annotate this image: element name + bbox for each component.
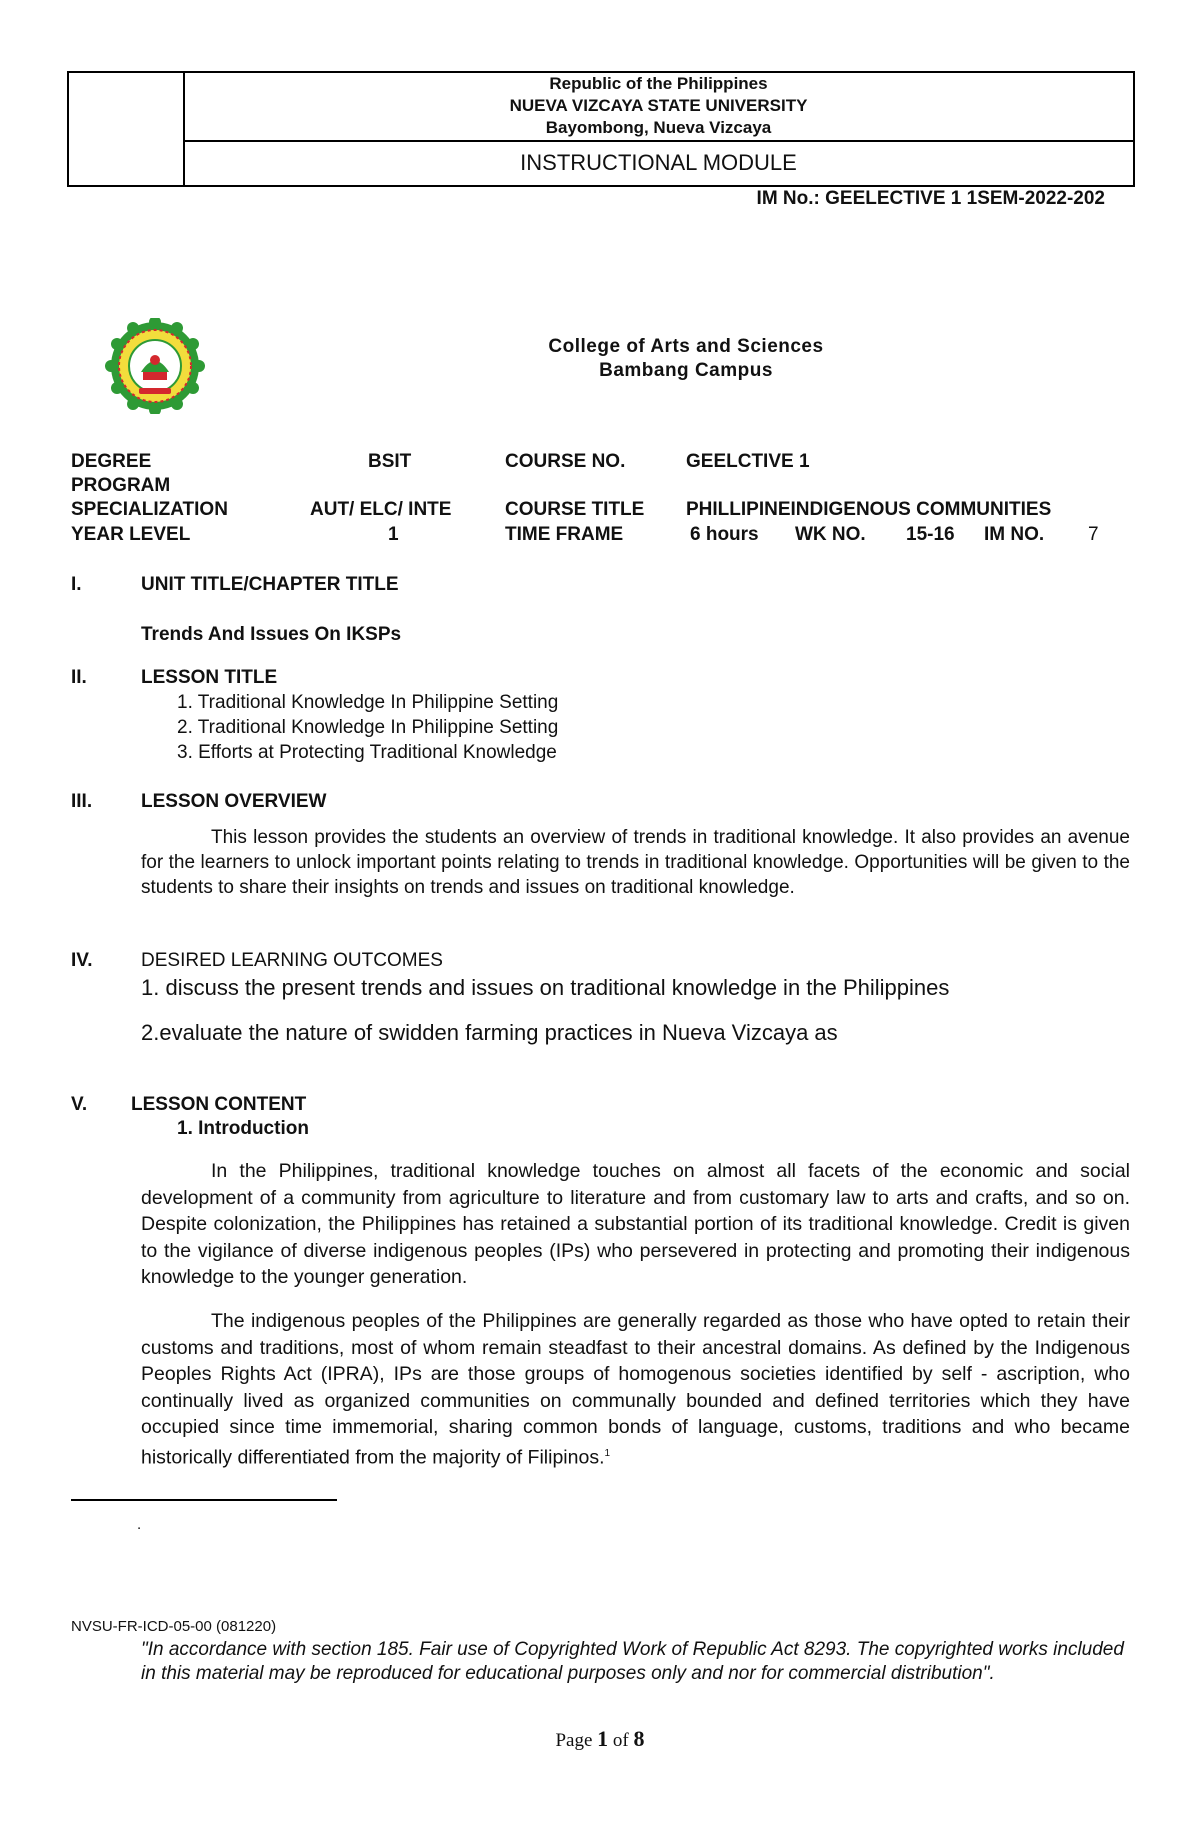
- section-2-title: LESSON TITLE: [141, 667, 278, 688]
- header-university: NUEVA VIZCAYA STATE UNIVERSITY: [509, 96, 808, 115]
- module-title: INSTRUCTIONAL MODULE: [520, 150, 797, 175]
- degree-value: BSIT: [368, 451, 412, 472]
- specialization-value: AUT/ ELC/ INTE: [310, 499, 452, 520]
- section-5-title: LESSON CONTENT: [131, 1094, 307, 1115]
- year-level-value: 1: [388, 524, 399, 545]
- learning-outcome-2: 2.evaluate the nature of swidden farming practices in Nueva Vizcaya as: [141, 1020, 838, 1045]
- section-1-number: I.: [71, 574, 82, 595]
- introduction-heading: 1. Introduction: [177, 1118, 309, 1139]
- header-divider: [183, 140, 1133, 142]
- introduction-paragraph-1: [141, 1158, 1130, 1291]
- footnote-separator: [71, 1499, 337, 1501]
- course-title-label: COURSE TITLE: [505, 499, 645, 520]
- program-label: PROGRAM: [71, 475, 171, 496]
- year-level-label: YEAR LEVEL: [71, 524, 191, 545]
- intro-paragraph-1-text: In the Philippines, traditional knowledge touches on almost all facets of the economic and social development of a community from agriculture to literature and from customary law to arts and crafts, and so on. Despite colonization, the Philippines has retained a substantial portion of its traditional knowledge. Credit is given to the vigilance of diverse indigenous peoples (IPs) who persevered in protecting and promoting their indigenous knowledge to the younger generation.: [141, 1160, 1130, 1288]
- footnote-marker[interactable]: 1: [604, 1447, 611, 1459]
- introduction-paragraph-2: [141, 1308, 1130, 1471]
- specialization-label: SPECIALIZATION: [71, 499, 228, 520]
- section-4-number: IV.: [71, 950, 93, 971]
- degree-label: DEGREE: [71, 451, 152, 472]
- time-frame-value: 6 hours: [690, 524, 759, 545]
- im-no-label: IM NO.: [984, 524, 1045, 545]
- lesson-title-item: 1. Traditional Knowledge In Philippine Setting: [177, 692, 559, 713]
- intro-paragraph-2-text: The indigenous peoples of the Philippines are generally regarded as those who have opted to retain their customs and traditions, most of whom remain steadfast to their ancestral domains. As defined by the Indigenous Peoples Rights Act (IPRA), IPs are those groups of homogenous societies identified by self - ascription, who continually lived as organized communities on communally bounded and defined territories which they have occupied since time immemorial, sharing common bonds of language, customs, traditions and who became historically differentiated from the majority of Filipinos.: [141, 1310, 1130, 1468]
- lesson-title-item: 2. Traditional Knowledge In Philippine Setting: [177, 717, 559, 738]
- lesson-overview-paragraph: This lesson provides the students an overview of trends in traditional knowledge. It also provides an avenue for the learners to unlock important points relating to trends in traditional knowledge. Opportunities will be given to the students to share their insights on trends and issues on traditional knowledge.: [141, 827, 1130, 898]
- header-republic: Republic of the Philippines: [549, 74, 768, 93]
- header-blank-cell: [69, 73, 185, 185]
- campus-name: Bambang Campus: [599, 360, 773, 381]
- wk-no-value: 15-16: [906, 524, 955, 545]
- header-location: Bayombong, Nueva Vizcaya: [545, 118, 772, 137]
- page-current: 1: [597, 1726, 609, 1751]
- im-no-value: 7: [1088, 524, 1099, 545]
- im-number: IM No.: GEELECTIVE 1 1SEM-2022-202: [756, 188, 1105, 209]
- form-code: NVSU-FR-ICD-05-00 (081220): [71, 1618, 277, 1635]
- time-frame-label: TIME FRAME: [505, 524, 624, 545]
- course-title-value: PHILLIPINEINDIGENOUS COMMUNITIES: [686, 499, 1052, 520]
- wk-no-label: WK NO.: [795, 524, 866, 545]
- course-no-label: COURSE NO.: [505, 451, 626, 472]
- section-2-number: II.: [71, 667, 87, 688]
- section-3-number: III.: [71, 791, 93, 812]
- page-prefix: Page: [555, 1730, 593, 1751]
- learning-outcome-1: 1. discuss the present trends and issues on traditional knowledge in the Philippines: [141, 975, 950, 1000]
- section-1-title: UNIT TITLE/CHAPTER TITLE: [141, 574, 399, 595]
- footnote-text: .: [137, 1516, 142, 1533]
- page-total: 8: [633, 1726, 645, 1751]
- page-number: [0, 1726, 1200, 1752]
- lesson-overview-text: [141, 825, 1130, 900]
- unit-subtitle: Trends And Issues On IKSPs: [141, 624, 402, 645]
- section-4-title: DESIRED LEARNING OUTCOMES: [141, 950, 443, 971]
- page-of: of: [612, 1730, 629, 1751]
- lesson-title-item: 3. Efforts at Protecting Traditional Knowledge: [177, 742, 557, 763]
- section-5-number: V.: [71, 1094, 88, 1115]
- section-3-title: LESSON OVERVIEW: [141, 791, 327, 812]
- college-name: College of Arts and Sciences: [548, 336, 824, 357]
- course-no-value: GEELCTIVE 1: [686, 451, 810, 472]
- copyright-notice: "In accordance with section 185. Fair use of Copyrighted Work of Republic Act 8293. The copyrighted works included in this material may be reproduced for educational purposes only and nor for commercial distribution".: [141, 1639, 1124, 1684]
- university-seal-icon: [103, 318, 207, 414]
